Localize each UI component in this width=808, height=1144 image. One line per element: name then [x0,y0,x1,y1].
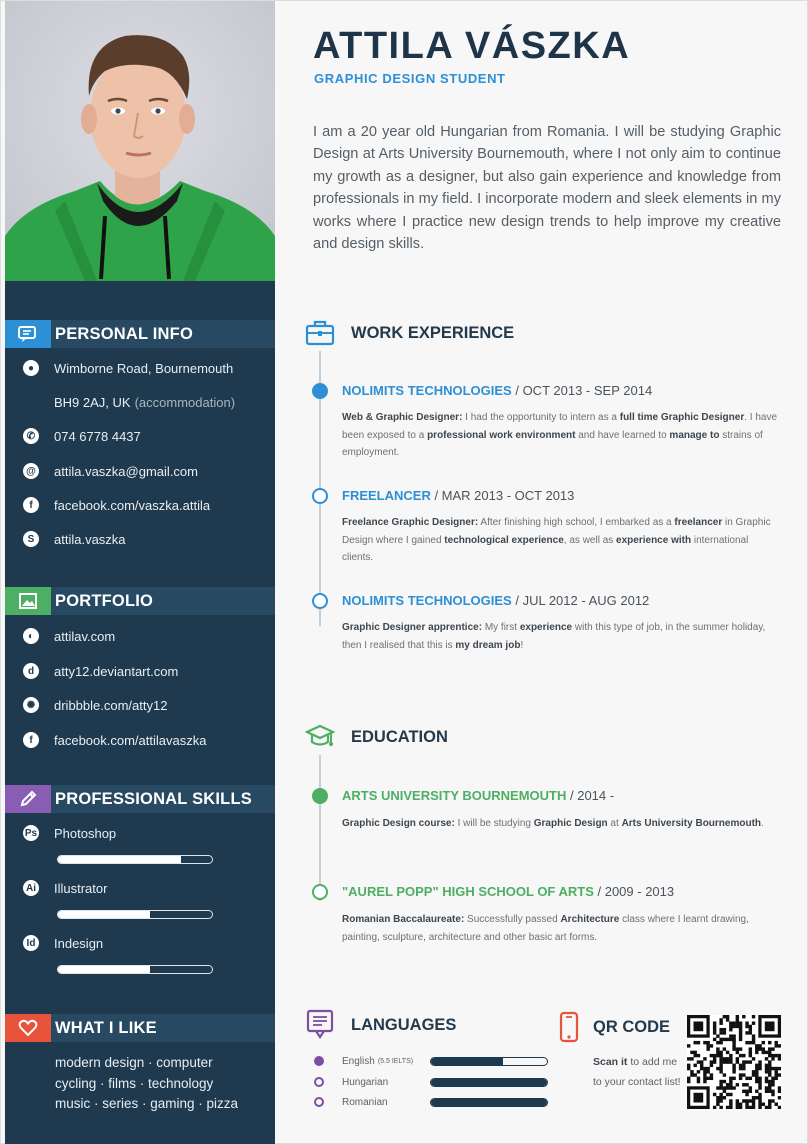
education-2-desc: Romanian Baccalaureate: Successfully passed Architecture class where I learnt drawing, painting, sculpture, architecture and other basic art forms. [342,914,749,943]
work-1-desc: Web & Graphic Designer: I had the opportunity to intern as a full time Graphic Designer. I have been exposed to a professional work environment and have learned to manage to strains of employment. [342,412,778,458]
gallery-icon [5,587,51,615]
illustrator-icon: Ai [23,880,39,896]
work-2-desc: Freelance Graphic Designer: After finishing high school, I embarked as a freelancer in Graphic Design where I gained technological experience, as well as experience with international clients. [342,517,771,563]
likes-header [5,1014,275,1042]
skill-illustrator: Ai Illustrator [23,878,107,898]
likes-title: WHAT I LIKE [55,1019,157,1037]
intro-paragraph: I am a 20 year old Hungarian from Romania. I will be studying Graphic Design at Arts University Bournemouth, where I not only aim to continue my growth as a designer, but also gain experience and knowledge from professionals in my field. I incorporate modern and sleek elements in my works where I practice new design trends to help improve my creative and design skills. [313,124,781,253]
education-1-title: ARTS UNIVERSITY BOURNEMOUTH / 2014 - [342,788,615,803]
language-romanian-fill [431,1099,547,1106]
phone: ✆ 074 6778 4437 [23,426,141,446]
qr-code[interactable] [687,1015,781,1109]
languages-header [301,1007,456,1043]
portfolio-title: PORTFOLIO [55,592,154,610]
qr-description: Scan it to add me to your contact list! [593,1056,681,1088]
work-dot-3 [312,593,328,609]
education-timeline-line [319,755,321,901]
language-romanian: Romanian [314,1094,388,1110]
skill-photoshop: Ps Photoshop [24,825,117,841]
qr-header [553,1009,670,1045]
deviantart-icon: d [23,663,39,679]
email-icon: @ [23,463,39,479]
language-english-bar [430,1057,548,1066]
languages-title: LANGUAGES [351,1015,457,1034]
personal-info-title: PERSONAL INFO [55,325,193,343]
indesign-icon: Id [23,935,39,951]
education-dot-2 [312,884,328,900]
skill-illustrator-fill [58,911,150,918]
pencil-icon [5,785,51,813]
language-hungarian: Hungarian [314,1074,388,1090]
speech-bubble-icon [301,1007,339,1043]
location-pin-icon: ● [23,360,39,376]
language-dot-icon [314,1077,324,1087]
website-icon: ◐ [23,628,39,644]
dribbble-icon: ✺ [23,697,39,713]
portfolio-header [5,587,275,615]
language-hungarian-bar [430,1078,548,1087]
work-1-title: NOLIMITS TECHNOLOGIES / OCT 2013 - SEP 2014 [342,383,653,398]
address-line-1: ● Wimborne Road, Bournemouth [23,358,233,378]
facebook-profile[interactable]: f facebook.com/vaszka.attila [23,495,210,515]
skype[interactable]: S attila.vaszka [23,529,126,549]
work-dot-2 [312,488,328,504]
language-dot-icon [314,1097,324,1107]
language-dot-icon [314,1056,324,1066]
facebook-icon: f [23,497,39,513]
sidebar [5,1,275,1144]
skill-indesign: Id Indesign [23,933,103,953]
portfolio-link-deviantart[interactable]: d atty12.deviantart.com [23,661,178,681]
work-2-title: FREELANCER / MAR 2013 - OCT 2013 [342,488,575,503]
language-hungarian-fill [431,1079,547,1086]
briefcase-icon [301,315,339,351]
skill-photoshop-bar [57,855,213,864]
personal-info-header [5,320,275,348]
work-3-desc: Graphic Designer apprentice: My first experience with this type of job, in the summer holiday, then I realised that this is my dream job! [342,622,766,651]
skill-illustrator-bar [57,910,213,919]
skill-photoshop-fill [58,856,181,863]
skill-indesign-fill [58,966,150,973]
work-3-title: NOLIMITS TECHNOLOGIES / JUL 2012 - AUG 2012 [342,593,650,608]
work-dot-1 [312,383,328,399]
smartphone-icon [553,1009,585,1045]
education-title: EDUCATION [351,727,448,746]
education-header [301,719,448,755]
address-line-2: BH9 2AJ, UK (accommodation) [54,394,236,410]
graduation-cap-icon [301,719,339,755]
facebook-icon: f [23,732,39,748]
portfolio-link-facebook[interactable]: f facebook.com/attilavaszka [23,730,206,750]
portfolio-link-website[interactable]: ◐ attilav.com [23,626,115,646]
skills-header [5,785,275,813]
skype-icon: S [23,531,39,547]
profile-photo [5,1,275,281]
work-experience-title: WORK EXPERIENCE [351,323,515,342]
language-english: English (5.5 IELTS) [314,1053,413,1069]
phone-icon: ✆ [23,428,39,444]
education-dot-1 [312,788,328,804]
portfolio-link-dribbble[interactable]: ✺ dribbble.com/atty12 [23,695,167,715]
language-romanian-bar [430,1098,548,1107]
chat-icon [5,320,51,348]
skills-title: PROFESSIONAL SKILLS [55,790,252,808]
work-experience-header [301,315,514,351]
education-1-desc: Graphic Design course: I will be studying Graphic Design at Arts University Bournemouth. [342,818,764,829]
qr-title: QR CODE [593,1017,671,1036]
email[interactable]: @ attila.vaszka@gmail.com [23,461,198,481]
likes-list: modern design · computer cycling · films · technology music · series · gaming · pizza [55,1055,239,1111]
education-2-title: "AUREL POPP" HIGH SCHOOL OF ARTS / 2009 - 2013 [342,884,675,899]
candidate-role: GRAPHIC DESIGN STUDENT [314,71,506,86]
candidate-name: ATTILA VÁSZKA [313,25,631,67]
language-english-fill [431,1058,503,1065]
heart-icon [5,1014,51,1042]
photoshop-icon: Ps [23,825,39,841]
skill-indesign-bar [57,965,213,974]
